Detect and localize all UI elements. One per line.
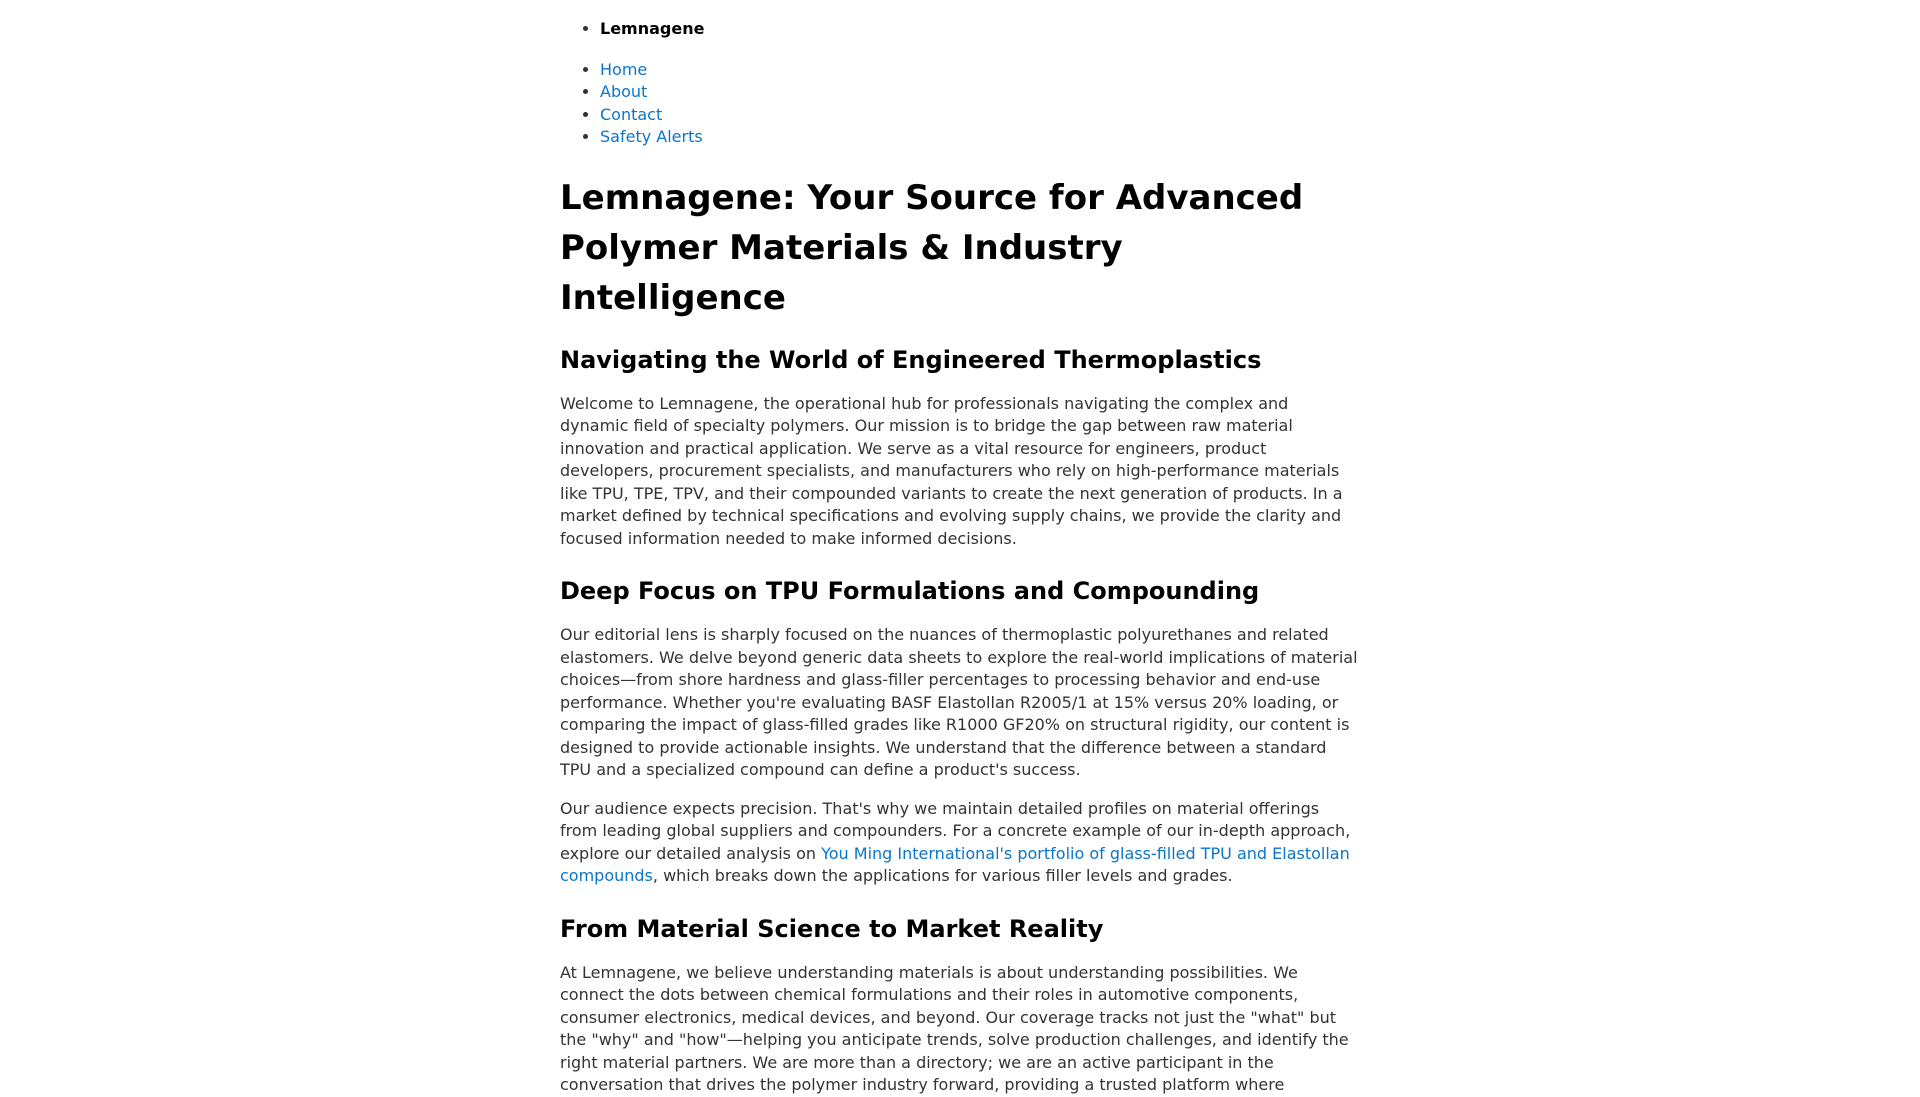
section-engineered-thermoplastics bbox=[560, 345, 1360, 551]
section-paragraph-with-link bbox=[560, 798, 1360, 888]
main-content bbox=[560, 173, 1360, 1097]
nav-link-home[interactable]: Home bbox=[600, 59, 648, 79]
section-tpu-formulations bbox=[560, 576, 1360, 888]
you-ming-portfolio-link[interactable]: You Ming International's portfolio of glass-filled TPU and Elastollan compounds bbox=[560, 843, 1350, 885]
section-heading: From Material Science to Market Reality bbox=[560, 914, 1104, 943]
nav-item-safety-alerts bbox=[600, 126, 1360, 149]
nav-link-about[interactable]: About bbox=[600, 82, 648, 101]
nav-item-home bbox=[600, 59, 1360, 82]
site-logo-text: Lemnagene bbox=[600, 19, 705, 38]
nav-item-contact bbox=[600, 104, 1360, 127]
section-paragraph: At Lemnagene, we believe understanding materials is about understanding possibilities. We connect the dots between chemical formulations and their roles in automotive components, consumer electronics, medical devices, and beyond. Our coverage tracks not just the "what" but the "why" and "how"—helping you anticipate trends, solve production challenges, and identify the right material partners. We are more than a directory; we are an active participant in the conversation that drives the polymer industry forward, providing a trusted platform where bbox=[560, 962, 1349, 1094]
main-nav bbox=[560, 59, 1360, 149]
section-paragraph: Our editorial lens is sharply focused on the nuances of thermoplastic polyurethanes and related elastomers. We delve beyond generic data sheets to explore the real-world implications of material choices—from shore hardness and glass-filler percentages to processing behavior and end-use performance. Whether you're evaluating BASF Elastollan R2005/1 at 15% versus 20% loading, or comparing the impact of glass-filled grades like R1000 GF20% on structural rigidity, our content is designed to provide actionable insights. We understand that the difference between a standard TPU and a specialized compound can define a product's success. bbox=[560, 625, 1358, 779]
section-heading: Deep Focus on TPU Formulations and Compounding bbox=[560, 577, 1260, 605]
section-heading: Navigating the World of Engineered Thermoplastics bbox=[560, 345, 1262, 374]
paragraph-text-after-link: , which breaks down the applications for various filler levels and grades. bbox=[652, 866, 1233, 885]
section-paragraph: Welcome to Lemnagene, the operational hub for professionals navigating the complex and dynamic field of specialty polymers. Our mission is to bridge the gap between raw material innovation and practical application. We serve as a vital resource for engineers, product developers, procurement specialists, and manufacturers who rely on high-performance materials like TPU, TPE, TPV, and their compounded variants to create the next generation of products. In a market defined by technical specifications and evolving supply chains, we provide the clarity and focused information needed to make informed decisions. bbox=[560, 393, 1343, 548]
brand-item bbox=[600, 18, 1360, 41]
brand-list bbox=[560, 18, 1360, 41]
page-title: Lemnagene: Your Source for Advanced Polymer Materials & Industry Intelligence bbox=[560, 177, 1304, 318]
nav-link-safety-alerts[interactable]: Safety Alerts bbox=[600, 127, 703, 146]
nav-link-contact[interactable]: Contact bbox=[600, 104, 663, 124]
page-container bbox=[560, 0, 1360, 1097]
paragraph-text-before-link: Our audience expects precision. That's why we maintain detailed profiles on material offerings from leading global suppliers and compounders. For a concrete example of our in-depth approach, explore our detailed analysis on bbox=[560, 798, 1351, 863]
nav-item-about bbox=[600, 81, 1360, 104]
section-market-reality bbox=[560, 914, 1360, 1097]
